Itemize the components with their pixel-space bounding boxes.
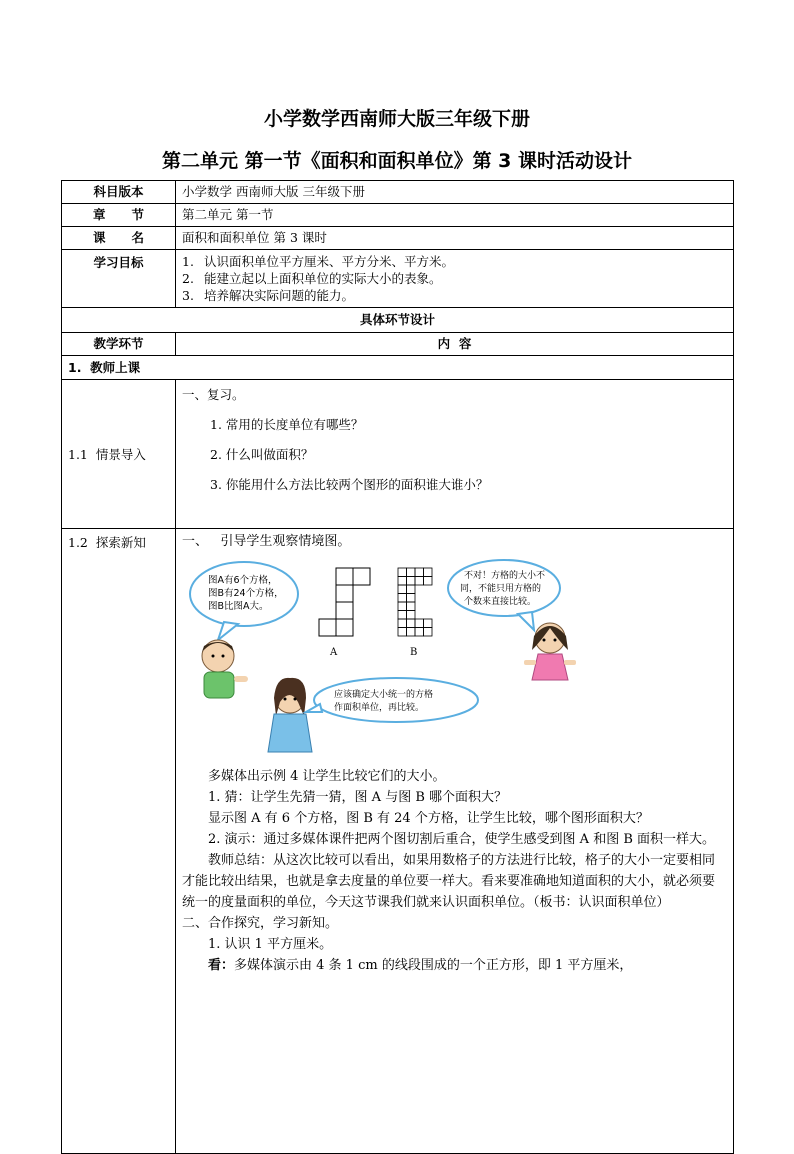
explore-paragraph: 显示图 A 有 6 个方格，图 B 有 24 个方格，让学生比较，哪个图形面积大？ — [208, 811, 649, 826]
figure-b-cell — [407, 628, 416, 637]
figure-b-cell — [415, 568, 424, 577]
info-label: 章 节 — [62, 204, 176, 227]
figure-b-cell — [398, 585, 407, 594]
figure-b-cell — [415, 628, 424, 637]
speech-bubble-bottom — [306, 678, 478, 722]
info-label: 课 名 — [62, 227, 176, 250]
figure-b-cell — [398, 594, 407, 603]
info-value: 小学数学 西南师大版 三年级下册 — [176, 181, 734, 204]
info-row — [62, 181, 734, 204]
figure-b-cell — [415, 577, 424, 586]
look-label: 看： — [208, 958, 235, 973]
goal-item: 2. 能建立起以上面积单位的实际大小的表象。 — [182, 271, 442, 286]
look-text: 多媒体演示由 4 条 1 cm 的线段围成的一个正方形，即 1 平方厘米， — [234, 958, 633, 973]
figure-b-cell — [398, 577, 407, 586]
figure-b-cell — [407, 568, 416, 577]
review-item: 1. 常用的长度单位有哪些？ — [210, 417, 364, 432]
teacher-figure — [268, 678, 312, 752]
section-row — [62, 308, 734, 333]
stage-content — [176, 529, 734, 1154]
bubble-left-line: 图B比图A大。 — [208, 601, 269, 612]
illustration-svg — [188, 556, 588, 754]
stage-label: 1.1 情景导入 — [62, 380, 176, 529]
document-subtitle: 第二单元 第一节《面积和面积单位》第 3 课时活动设计 — [161, 150, 633, 172]
girl-figure — [524, 623, 576, 680]
figure-b-cell — [407, 611, 416, 620]
figure-b-cell — [407, 585, 416, 594]
phase-row — [62, 356, 734, 380]
info-row — [62, 227, 734, 250]
col-header-stage: 教学环节 — [62, 333, 176, 356]
info-row — [62, 204, 734, 227]
explore-paragraph: 1. 猜：让学生先猜一猜，图 A 与图 B 哪个面积大？ — [208, 790, 508, 805]
lesson-table — [61, 180, 734, 1154]
figure-b-cell — [407, 577, 416, 586]
info-label: 科目版本 — [62, 181, 176, 204]
explore-heading: 一、 引导学生观察情境图。 — [182, 534, 351, 549]
stage-label: 1.2 探索新知 — [62, 529, 176, 1154]
column-header-row — [62, 333, 734, 356]
figure-b — [398, 568, 432, 636]
review-heading: 一、复习。 — [182, 387, 245, 402]
bubble-right-line: 个数来直接比较。 — [464, 597, 537, 607]
figure-b-cell — [407, 602, 416, 611]
bubble-right-line: 不对！方格的大小不 — [464, 571, 546, 581]
label-a: A — [330, 647, 338, 658]
figure-a — [319, 568, 370, 636]
figure-b-cell — [398, 628, 407, 637]
bubble-bottom-line: 作面积单位，再比较。 — [334, 703, 425, 713]
figure-b-cell — [424, 628, 433, 637]
info-value: 第二单元 第一节 — [176, 204, 734, 227]
bubble-left-line: 图B有24个方格， — [208, 588, 284, 599]
stage-row — [62, 380, 734, 529]
explore-paragraph: 二、合作探究，学习新知。 — [182, 916, 339, 931]
col-header-content: 内 容 — [176, 333, 734, 356]
label-b: B — [410, 647, 418, 658]
figure-b-cell — [424, 619, 433, 628]
goals-row — [62, 250, 734, 308]
figure-b-cell — [398, 568, 407, 577]
explore-paragraph: 1. 认识 1 平方厘米。 — [208, 937, 333, 952]
phase-title: 1. 教师上课 — [62, 356, 734, 380]
review-item: 3. 你能用什么方法比较两个图形的面积谁大谁小？ — [210, 477, 489, 492]
stage-content — [176, 380, 734, 529]
figure-b-cell — [407, 619, 416, 628]
section-title: 具体环节设计 — [62, 308, 734, 333]
situation-illustration — [188, 556, 588, 754]
explore-paragraph: 教师总结：从这次比较可以看出，如果用数格子的方法进行比较，格子的大小一定要相同才能比较出结果，也就是拿去度量的单位要一样大。看来要准确地知道面积的大小，就必须要统一的度量面积的单位，今天这节课我们就来认识面积单位。（板书：认识面积单位） — [182, 853, 716, 910]
goals-list — [176, 250, 734, 308]
info-value: 面积和面积单位 第 3 课时 — [176, 227, 734, 250]
boy-figure — [202, 640, 248, 698]
goal-item: 3. 培养解决实际问题的能力。 — [182, 288, 355, 303]
figure-b-cell — [424, 577, 433, 586]
review-item: 2. 什么叫做面积？ — [210, 447, 314, 462]
bubble-bottom-line: 应该确定大小统一的方格 — [334, 690, 434, 700]
figure-b-cell — [398, 619, 407, 628]
speech-bubble-right — [448, 560, 560, 630]
stage-row — [62, 529, 734, 1154]
document-title: 小学数学西南师大版三年级下册 — [263, 108, 530, 130]
figure-b-cell — [398, 602, 407, 611]
goals-label: 学习目标 — [62, 250, 176, 308]
explore-paragraph: 2. 演示：通过多媒体课件把两个图切割后重合，使学生感受到图 A 和图 B 面积一样大。 — [208, 832, 716, 847]
figure-b-cell — [415, 619, 424, 628]
bubble-left-line: 图A有6个方格， — [208, 575, 278, 586]
speech-bubble-left — [190, 562, 298, 640]
explore-paragraph: 多媒体出示例 4 让学生比较它们的大小。 — [208, 769, 446, 784]
figure-b-cell — [407, 594, 416, 603]
bubble-right-line: 同，不能只用方格的 — [460, 584, 542, 594]
figure-b-cell — [424, 568, 433, 577]
explore-paragraph — [182, 955, 727, 976]
goal-item: 1. 认识面积单位平方厘米、平方分米、平方米。 — [182, 254, 455, 269]
figure-b-cell — [398, 611, 407, 620]
